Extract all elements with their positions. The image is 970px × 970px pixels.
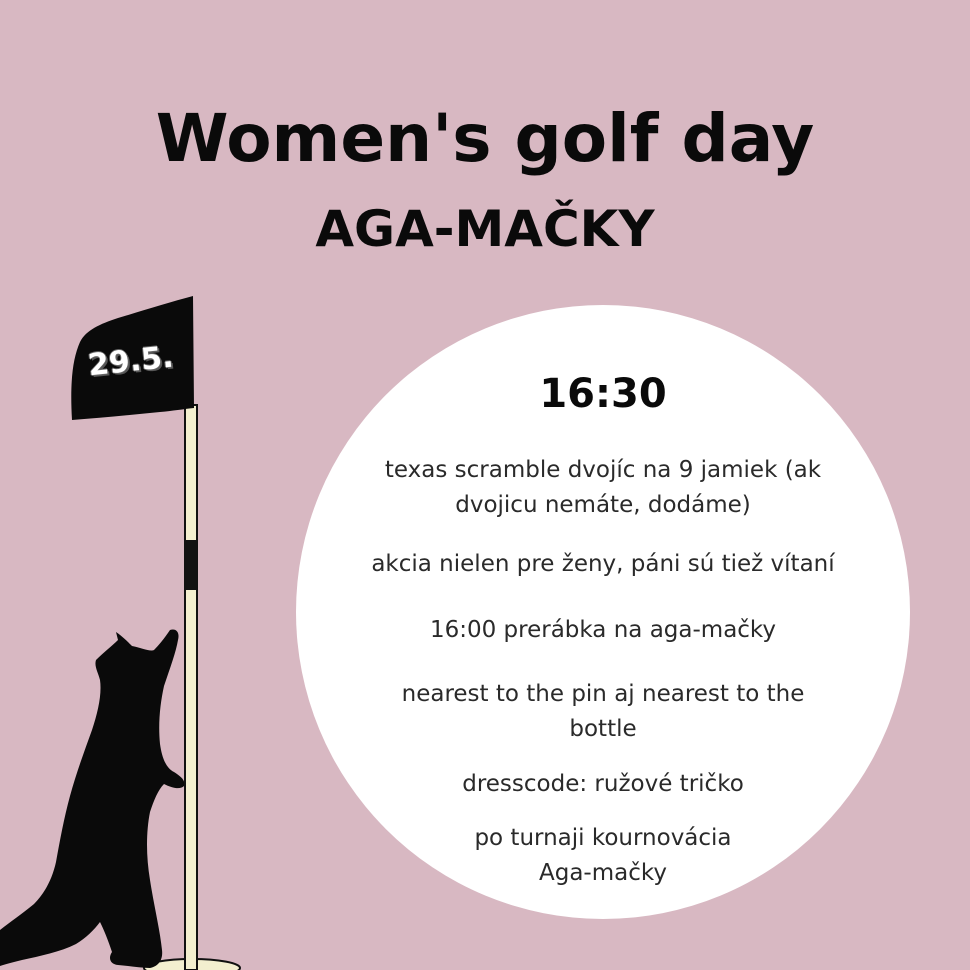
event-title: Women's golf day (155, 100, 815, 177)
cat-silhouette-icon (0, 629, 184, 968)
info-item-format: texas scramble dvojíc na 9 jamiek (ak dvojicu nemáte, dodáme) (384, 457, 822, 518)
flagstick-pole (185, 405, 197, 970)
info-item-afterparty: po turnaji kournovácia Aga-mačky (474, 825, 732, 886)
info-item-dresscode: dresscode: ružové tričko (462, 771, 744, 797)
flag-date-label: 29.5. (86, 339, 176, 384)
event-subtitle: AGA-MAČKY (315, 200, 655, 258)
info-item-dressing: 16:00 prerábka na aga-mačky (429, 617, 777, 643)
event-time: 16:30 (539, 371, 667, 417)
info-item-contests: nearest to the pin aj nearest to the bottle (401, 681, 805, 742)
flagstick-band (185, 540, 197, 590)
info-item-audience: akcia nielen pre ženy, páni sú tiež vítaní (371, 551, 835, 577)
